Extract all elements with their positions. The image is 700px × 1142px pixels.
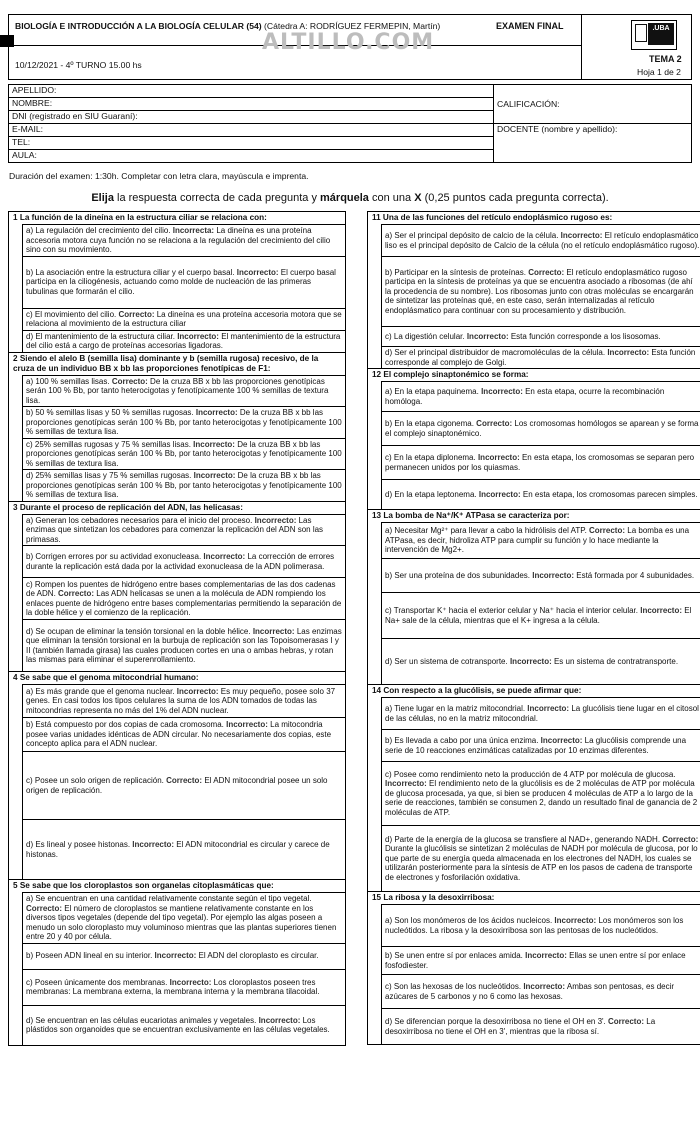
- answer-option[interactable]: c) El movimiento del cilio. Correcto: La dineína es una proteína accesoria motora que se relaciona al movimiento de la estructura ciliar: [22, 308, 345, 330]
- calificacion-field[interactable]: CALIFICACIÓN:: [494, 85, 692, 124]
- question-block: [368, 684, 700, 891]
- answer-option[interactable]: d) Se encuentran en las células eucariotas animales y vegetales. Incorrecto: Los plástidos son organoides que se encuentran exclusivamente en las células vegetales.: [22, 1005, 345, 1045]
- exam-type: EXAMEN FINAL: [496, 21, 564, 31]
- aula-field[interactable]: AULA:: [9, 150, 494, 163]
- question-title: 11 Una de las funciones del retículo endoplásmico rugoso es:: [372, 213, 613, 222]
- apellido-field[interactable]: APELLIDO:: [9, 85, 494, 98]
- answer-option[interactable]: b) Poseen ADN lineal en su interior. Incorrecto: El ADN del cloroplasto es circular.: [22, 943, 345, 969]
- answer-option[interactable]: c) Poseen únicamente dos membranas. Incorrecto: Los cloroplastos poseen tres membranas: La membrana externa, la membrana interna y la membrana tilacoidal.: [22, 969, 345, 1005]
- question-title: 13 La bomba de Na⁺/K⁺ ATPasa se caracteriza por:: [372, 511, 570, 520]
- answer-option[interactable]: b) Se unen entre sí por enlaces amida. Incorrecto: Ellas se unen entre sí por enlace fosfodiester.: [381, 946, 700, 974]
- answer-option[interactable]: a) Se encuentran en una cantidad relativamente constante según el tipo vegetal. Correcto: El número de cloroplastos se mantiene relativamente constante en los diversos tipos vegetales (depende del tipo vegetal). Por ejemplo las algas poseen a menudo un solo cloroplasto muy voluminoso mientras que las plantas superiores tienen entre 20 y 40 por célula.: [22, 892, 345, 943]
- course-title: BIOLOGÍA E INTRODUCCIÓN A LA BIOLOGÍA CELULAR (54) (Cátedra A: RODRÍGUEZ FERMEPIN, Martín): [15, 21, 441, 31]
- question-block: [9, 212, 345, 352]
- question-title: 5 Se sabe que los cloroplastos son organelas citoplasmáticas que:: [13, 881, 274, 890]
- answer-option[interactable]: c) Transportar K⁺ hacia el exterior celular y Na⁺ hacia el interior celular. Incorrecto: El Na+ sale de la célula, mientras que el K+ ingresa a la célula.: [381, 592, 700, 638]
- answer-option[interactable]: c) En la etapa diplonema. Incorrecto: En esta etapa, los cromosomas se separan pero permanecen unidos por los quiasmas.: [381, 445, 700, 479]
- question-block: [368, 891, 700, 1044]
- question-title: 2 Siendo el alelo B (semilla lisa) dominante y b (semilla rugosa) recesivo, de la cruza de un individuo BB x bb las proporciones fenotípicas de F1:: [13, 353, 319, 373]
- answer-option[interactable]: a) Tiene lugar en la matriz mitocondrial. Incorrecto: La glucólisis tiene lugar en el citosol de las células, no en la matriz mitocondrial.: [381, 697, 700, 729]
- question-block: [368, 212, 700, 368]
- question-title: 12 El complejo sinaptonémico se forma:: [372, 370, 529, 379]
- answer-option[interactable]: a) La regulación del crecimiento del cilio. Incorrecta: La dineína es una proteína accesoria motora cuya función no se relaciona a la regulación del crecimiento del cilio sino con su movimiento.: [22, 224, 345, 256]
- questions-right-column: [367, 211, 700, 1045]
- tel-field[interactable]: TEL:: [9, 137, 494, 150]
- answer-option[interactable]: d) 25% semillas lisas y 75 % semillas rugosas. Incorrecto: De la cruza BB x bb las proporciones genotípicas serán 100 % Bb, por tanto heterocigotas y fenotípicamente 100 % semillas de textura lisa.: [22, 469, 345, 501]
- nombre-field[interactable]: NOMBRE:: [9, 98, 494, 111]
- question-block: [9, 671, 345, 879]
- answer-option[interactable]: c) Rompen los puentes de hidrógeno entre bases complementarias de las dos cadenas de ADN. Correcto: Las ADN helicasas se unen a la molécula de ADN rompiendo los enlaces puente de hidrógeno entre bases complementarias permitiendo la separación de la doble hélice y el comienzo de la replicación.: [22, 577, 345, 619]
- answer-option[interactable]: b) Es llevada a cabo por una única enzima. Incorrecto: La glucólisis comprende una serie de 10 reacciones enzimáticas catalizadas por 10 enzimas diferentes.: [381, 729, 700, 761]
- email-field[interactable]: E-MAIL:: [9, 124, 494, 137]
- answer-option[interactable]: b) La asociación entre la estructura ciliar y el cuerpo basal. Incorrecto: El cuerpo basal participa en la ciliogénesis, actuando como molde de nucleación de las primeras tubulinas que formarán el cilio.: [22, 256, 345, 308]
- page-indicator: Hoja 1 de 2: [637, 67, 681, 77]
- answer-option[interactable]: b) Está compuesto por dos copias de cada cromosoma. Incorrecto: La mitocondria posee varias unidades idénticas de ADN circular. No necesariamente dos copias, este concepto aplica para el ADN nuclear.: [22, 717, 345, 751]
- watermark: ALTILLO.COM: [262, 30, 435, 55]
- answer-option[interactable]: d) Parte de la energía de la glucosa se transfiere al NAD+, generando NADH. Correcto: Durante la glucólisis se sintetizan 2 moléculas de NADH por molécula de glucosa, por lo que parte de su energía queda almacenada en los electrones del NADH, los cuales se utilizarán posteriormente para la síntesis de ATP en los pasos de cadena de transporte de electrones y fosforilación oxidativa.: [381, 825, 700, 891]
- question-title: 4 Se sabe que el genoma mitocondrial humano:: [13, 673, 199, 682]
- question-block: [9, 879, 345, 1045]
- questions-left-column: [8, 211, 346, 1046]
- answer-option[interactable]: c) Posee un solo origen de replicación. Correcto: El ADN mitocondrial posee un solo origen de replicación.: [22, 751, 345, 819]
- answer-option[interactable]: a) 100 % semillas lisas. Correcto: De la cruza BB x bb las proporciones genotípicas serán 100 % Bb, por tanto heterocigotas y fenotípicamente 100 % semillas de textura lisa.: [22, 375, 345, 407]
- question-block: [9, 352, 345, 501]
- answer-option[interactable]: d) Ser el principal distribuidor de macromoléculas de la célula. Incorrecto: Esta función corresponde al complejo de Golgi.: [381, 346, 700, 368]
- answer-option[interactable]: d) El mantenimiento de la estructura ciliar. Incorrecto: El mantenimiento de la estructura del cilio está a cargo de proteínas accesorias ligadoras.: [22, 330, 345, 352]
- answer-option[interactable]: b) Corrigen errores por su actividad exonucleasa. Incorrecto: La corrección de errores durante la replicación está dada por la actividad exonucleasa de la ADN polimerasa.: [22, 545, 345, 577]
- uba-logo: .UBA: [631, 20, 677, 50]
- answer-option[interactable]: b) Ser una proteína de dos subunidades. Incorrecto: Está formada por 4 subunidades.: [381, 558, 700, 592]
- question-block: [368, 509, 700, 684]
- docente-field[interactable]: DOCENTE (nombre y apellido):: [494, 124, 692, 163]
- exam-duration: Duración del examen: 1:30h. Completar con letra clara, mayúscula e imprenta.: [9, 171, 309, 181]
- answer-option[interactable]: c) Son las hexosas de los nucleótidos. Incorrecto: Ambas son pentosas, es decir azúcares de 5 carbonos y no 6 como las hexosas.: [381, 974, 700, 1008]
- instructions: Elija la respuesta correcta de cada pregunta y márquela con una X (0,25 puntos cada pregunta correcta).: [91, 192, 609, 204]
- answer-option[interactable]: d) Ser un sistema de cotransporte. Incorrecto: Es un sistema de contratransporte.: [381, 638, 700, 684]
- answer-option[interactable]: a) En la etapa paquinema. Incorrecto: En esta etapa, ocurre la recombinación homóloga.: [381, 381, 700, 411]
- answer-option[interactable]: a) Necesitar Mg²⁺ para llevar a cabo la hidrólisis del ATP. Correcto: La bomba es una ATPasa, es decir, hidroliza ATP para cumplir su función y lo hace mediante la intervención de Mg2+.: [381, 522, 700, 558]
- answer-option[interactable]: d) En la etapa leptonema. Incorrecto: En esta etapa, los cromosomas parecen simples.: [381, 479, 700, 509]
- answer-option[interactable]: c) 25% semillas rugosas y 75 % semillas lisas. Incorrecto: De la cruza BB x bb las proporciones genotípicas serán 100 % Bb, por tanto heterocigotas y fenotípicamente 100 % semillas de textura lisa.: [22, 438, 345, 470]
- student-info-table: [8, 84, 692, 163]
- answer-option[interactable]: b) Participar en la síntesis de proteínas. Correcto: El retículo endoplasmático rugoso participa en la síntesis de proteínas ya que se encuentra asociado a ribosomas (de ahí la procedencia de su nombre). Los ribosomas junto con otras moléculas se encargarán de sintetizar las proteínas qué, en este caso, serán internalizadas al retículo endoplásmatico para continuar con su procesamiento y distribución.: [381, 256, 700, 326]
- tema-label: TEMA 2: [649, 54, 682, 64]
- answer-option[interactable]: c) Posee como rendimiento neto la producción de 4 ATP por molécula de glucosa. Incorrecto: El rendimiento neto de la glucólisis es de 2 moléculas de ATP por molécula de glucosa procesada, ya que, si bien se producen 4 moléculas de ATP a lo largo de la serie de reacciones, también se consumen 2, dando un resultado final de ganancia de 2 moléculas de ATP.: [381, 761, 700, 825]
- answer-option[interactable]: d) Se ocupan de eliminar la tensión torsional en la doble hélice. Incorrecto: Las enzimas que eliminan la tensión torsional en la burbuja de replicación son las Topoisomerasas I y II (también llamada girasa) las cuales producen cortes en una o ambas hebras, y rotan las mismas para eliminar el superenrollamiento.: [22, 619, 345, 671]
- answer-option[interactable]: b) 50 % semillas lisas y 50 % semillas rugosas. Incorrecto: De la cruza BB x bb las proporciones genotípicas serán 100 % Bb, por tanto heterocigotas y fenotípicamente 100 % semillas de textura lisa.: [22, 406, 345, 438]
- answer-option[interactable]: a) Son los monómeros de los ácidos nucleicos. Incorrecto: Los monómeros son los nucleótidos. La ribosa y la desoxirribosa son las pentosas de los nucleótidos.: [381, 904, 700, 946]
- question-title: 15 La ribosa y la desoxirribosa:: [372, 893, 495, 902]
- exam-date: 10/12/2021 - 4º TURNO 15.00 hs: [15, 60, 142, 70]
- answer-option[interactable]: a) Ser el principal depósito de calcio de la célula. Incorrecto: El retículo endoplasmático liso es el principal depósito de Calcio de la célula (no el retículo endoplásmático rugoso).: [381, 224, 700, 256]
- question-block: [9, 501, 345, 672]
- question-title: 14 Con respecto a la glucólisis, se puede afirmar que:: [372, 686, 582, 695]
- question-block: [368, 368, 700, 509]
- question-title: 3 Durante el proceso de replicación del ADN, las helicasas:: [13, 502, 243, 512]
- dni-field[interactable]: DNI (registrado en SIU Guaraní):: [9, 111, 494, 124]
- answer-option[interactable]: a) Generan los cebadores necesarios para el inicio del proceso. Incorrecto: Las enzimas que sintetizan los cebadores para comenzar la replicación del ADN son las primasas.: [22, 514, 345, 546]
- answer-option[interactable]: d) Es lineal y posee histonas. Incorrecto: El ADN mitocondrial es circular y carece de histonas.: [22, 819, 345, 879]
- answer-option[interactable]: c) La digestión celular. Incorrecto: Esta función corresponde a los lisosomas.: [381, 326, 700, 346]
- question-title: 1 La función de la dineína en la estructura ciliar se relaciona con:: [13, 213, 267, 222]
- answer-option[interactable]: b) En la etapa cigonema. Correcto: Los cromosomas homólogos se aparean y se forma el complejo sinaptonémico.: [381, 411, 700, 445]
- answer-option[interactable]: a) Es más grande que el genoma nuclear. Incorrecto: Es muy pequeño, posee solo 37 genes. En casi todos los tipos celulares la suma de los ADN tomados de todas las mitocondrias representa no más del 1% del ADN nuclear.: [22, 684, 345, 717]
- answer-option[interactable]: d) Se diferencian porque la desoxirribosa no tiene el OH en 3'. Correcto: La desoxirribosa no tiene el OH en 3', mientras que la ribosa sí.: [381, 1008, 700, 1044]
